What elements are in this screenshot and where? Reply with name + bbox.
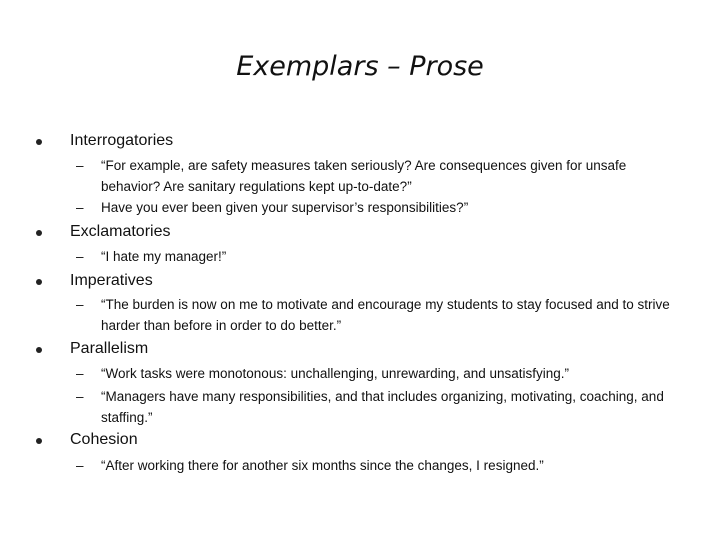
sub-item-text: Have you ever been given your supervisor’s responsibilities?” (101, 200, 469, 215)
dash-icon: – (76, 297, 84, 312)
dash-icon: – (76, 249, 84, 264)
bullet-label: Cohesion (70, 431, 138, 448)
bullet-dot-icon (36, 279, 42, 285)
sub-item-text: “After working there for another six months since the changes, I resigned.” (101, 458, 544, 473)
dash-icon: – (76, 458, 84, 473)
bullet-dot-icon (36, 230, 42, 236)
dash-icon: – (76, 389, 84, 404)
bullet-dot-icon (36, 438, 42, 444)
bullet-dot-icon (36, 139, 42, 145)
dash-icon: – (76, 200, 84, 215)
sub-item (76, 155, 686, 197)
dash-icon: – (76, 366, 84, 381)
bullet-label: Exclamatories (70, 223, 171, 240)
sub-item (76, 294, 686, 336)
bullet-label: Imperatives (70, 272, 153, 289)
sub-item (76, 246, 686, 267)
sub-item (76, 455, 686, 476)
sub-item-text: “I hate my manager!” (101, 249, 227, 264)
sub-item-text: “Work tasks were monotonous: unchallenging, unrewarding, and unsatisfying.” (101, 366, 570, 381)
sub-item (76, 386, 686, 428)
bullet-label: Parallelism (70, 340, 149, 357)
bullet-dot-icon (36, 347, 42, 353)
sub-item-text: “Managers have many responsibilities, and that includes organizing, motivating, coaching, and staffing.” (101, 389, 664, 425)
sub-item-text: “For example, are safety measures taken seriously? Are consequences given for unsafe behavior? Are sanitary regulations kept up-to-date?” (101, 158, 627, 194)
bullet-label: Interrogatories (70, 132, 174, 149)
sub-item (76, 197, 686, 218)
dash-icon: – (76, 158, 84, 173)
sub-item-text: “The burden is now on me to motivate and encourage my students to stay focused and to strive harder than before in order to do better.” (101, 297, 670, 333)
sub-item (76, 363, 686, 384)
slide-title: Exemplars – Prose (236, 51, 484, 82)
